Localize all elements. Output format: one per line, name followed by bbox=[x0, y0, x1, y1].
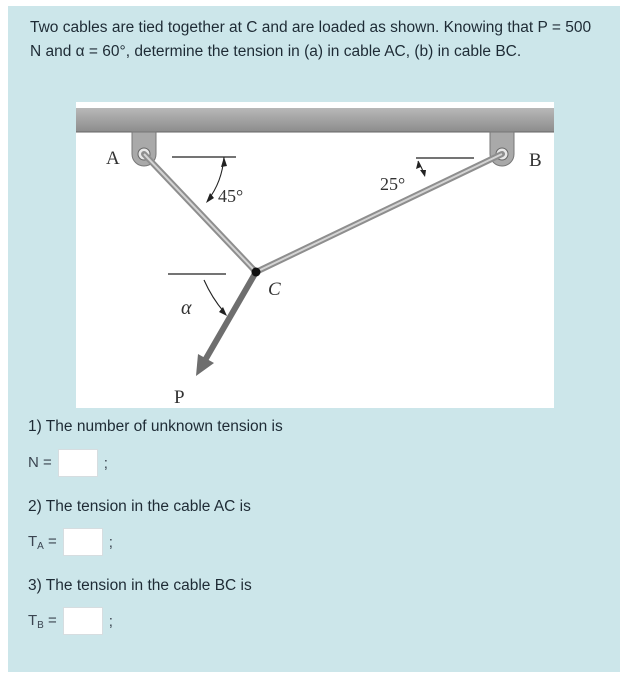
answer-input-2[interactable] bbox=[63, 528, 103, 556]
answer-input-3[interactable] bbox=[63, 607, 103, 635]
cable-diagram bbox=[76, 102, 554, 408]
ceiling bbox=[76, 108, 554, 132]
label-C: C bbox=[268, 279, 281, 300]
load-P-arrow bbox=[204, 272, 256, 362]
answer-row-1 bbox=[28, 449, 108, 477]
answer-label-2: $T_A$ = bbox=[28, 532, 57, 552]
answer-label-3: $T_B$ = bbox=[28, 611, 57, 631]
answer-row-2 bbox=[28, 528, 113, 556]
answer-semicolon-2: ; bbox=[108, 533, 113, 551]
question-2: 2) The tension in the cable AC is bbox=[28, 498, 251, 515]
answer-semicolon-1: ; bbox=[103, 454, 108, 472]
question-panel bbox=[8, 6, 620, 672]
cable-diagram-svg bbox=[76, 102, 554, 408]
answer-input-1[interactable] bbox=[58, 449, 98, 477]
problem-statement: Two cables are tied together at C and are loaded as shown. Knowing that P = 500 N and α = 60°, determine the tension in (a) in cable AC, (b) in cable BC. bbox=[30, 19, 592, 60]
label-alpha: α bbox=[181, 297, 192, 319]
label-B: B bbox=[529, 150, 542, 171]
label-A: A bbox=[106, 148, 120, 169]
angle-AC: 45° bbox=[218, 186, 244, 206]
answer-row-3 bbox=[28, 607, 113, 635]
angle-BC: 25° bbox=[380, 174, 406, 194]
question-3: 3) The tension in the cable BC is bbox=[28, 577, 252, 594]
question-1: 1) The number of unknown tension is bbox=[28, 418, 283, 435]
label-P: P bbox=[174, 387, 185, 408]
answer-label-1: N = bbox=[28, 453, 52, 471]
joint-C bbox=[252, 268, 261, 277]
answer-semicolon-3: ; bbox=[108, 612, 113, 630]
